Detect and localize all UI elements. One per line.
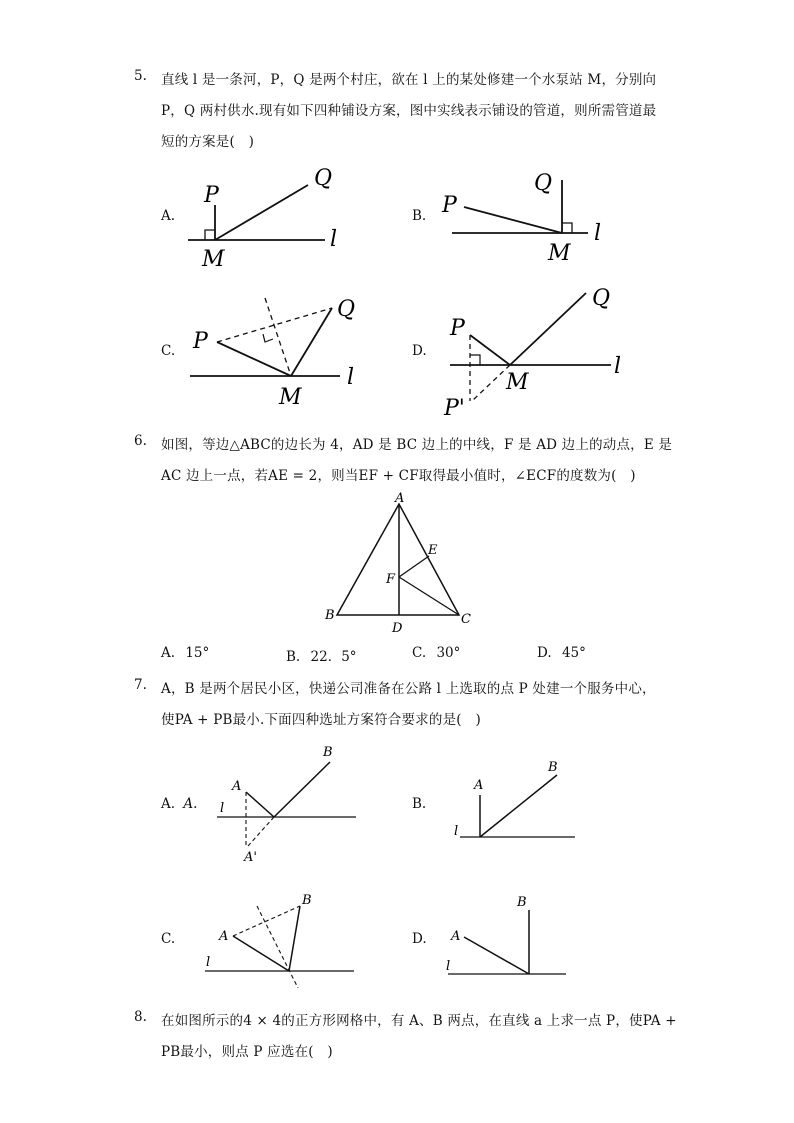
q5a-label-q: Q: [314, 166, 333, 191]
q6-label-e: E: [428, 543, 438, 558]
q7c-label-a: A: [219, 929, 229, 944]
q8-line1: 在如图所示的4 × 4的正方形网格中，有 A、B 两点，在直线 a 上求一点 P，使PA +: [161, 1013, 677, 1029]
q5-option-d-letter: D.: [412, 343, 427, 359]
q7b-label-a: A: [474, 778, 484, 793]
q6-label-a: A: [395, 491, 405, 506]
q6-choice-b[interactable]: [286, 645, 357, 665]
q6-label-d: D: [392, 621, 403, 636]
q7c-label-b: B: [302, 893, 312, 908]
q5b-label-q: Q: [534, 171, 553, 196]
q5-figure-c: [185, 290, 370, 415]
q7a-label-a: A: [232, 779, 242, 794]
q6-choice-c-letter: C.: [412, 645, 427, 661]
q7b-label-b: B: [548, 760, 558, 775]
q7-line2: 使PA + PB最小.下面四种选址方案符合要求的是( ): [161, 712, 481, 728]
q5a-label-p: P: [204, 183, 219, 208]
q7-line1: A，B 是两个居民小区，快递公司准备在公路 l 上选取的点 P 处建一个服务中心，: [161, 681, 656, 697]
q5d-label-p-prime: P': [444, 396, 465, 421]
q6-line1: 如图，等边△ABC的边长为 4，AD 是 BC 边上的中线，F 是 AD 边上的动点，E 是: [161, 437, 673, 453]
q5c-label-p: P: [193, 329, 208, 354]
q7d-label-a: A: [451, 929, 461, 944]
q5b-label-p: P: [442, 193, 457, 218]
q7-figure-c: [200, 890, 360, 995]
q7d-label-l: l: [446, 959, 451, 974]
q7c-label-l: l: [206, 955, 211, 970]
q7-option-a-extra: A.: [183, 796, 198, 812]
q7-figure-d: [440, 890, 580, 990]
q7-number: 7.: [134, 677, 147, 693]
q5b-label-m: M: [548, 241, 571, 266]
q7d-label-b: B: [517, 895, 527, 910]
q6-choice-a-text: 15°: [185, 645, 210, 661]
q7-option-b-letter: B.: [412, 796, 427, 812]
q7-figure-a: [212, 742, 372, 867]
q5-line3: 短的方案是( ): [161, 134, 255, 150]
q5-option-b-letter: B.: [412, 208, 427, 224]
q6-choice-c-text: 30°: [436, 645, 461, 661]
q5a-label-m: M: [202, 247, 225, 272]
q6-choice-b-text: 22．5°: [310, 649, 357, 665]
q6-label-b: B: [325, 608, 335, 623]
q5a-label-l: l: [330, 227, 338, 252]
q6-choice-a-letter: A.: [161, 645, 176, 661]
q6-choice-d-text: 45°: [561, 645, 586, 661]
q7-figure-b: [450, 755, 590, 845]
q6-label-c: C: [461, 612, 471, 627]
q6-triangle-figure: [320, 488, 480, 638]
q5-line1: 直线 l 是一条河，P，Q 是两个村庄，欲在 l 上的某处修建一个水泵站 M，分别向: [161, 72, 657, 88]
q7-option-c-letter: C.: [161, 931, 176, 947]
q6-choice-c[interactable]: [412, 645, 460, 661]
q6-choice-a[interactable]: [161, 645, 209, 661]
q5d-label-l: l: [614, 354, 622, 379]
q5-option-a-letter: A.: [161, 208, 176, 224]
q5-option-c-letter: C.: [161, 343, 176, 359]
q5-figure-b: [440, 160, 620, 275]
q6-choice-d-letter: D.: [537, 645, 552, 661]
q5d-label-m: M: [506, 370, 529, 395]
q6-label-f: F: [386, 572, 396, 587]
q5-line2: P，Q 两村供水.现有如下四种铺设方案，图中实线表示铺设的管道，则所需管道最: [161, 103, 657, 119]
q8-number: 8.: [134, 1009, 147, 1025]
q6-choice-d[interactable]: [537, 645, 586, 661]
q5-number: 5.: [134, 68, 147, 84]
q8-line2: PB最小，则点 P 应选在( ): [161, 1044, 333, 1060]
q6-number: 6.: [134, 433, 147, 449]
q7a-label-a-prime: A': [244, 850, 257, 865]
q6-choice-b-letter: B.: [286, 649, 301, 665]
q5-figure-a: [180, 160, 350, 275]
q5d-label-p: P: [450, 316, 465, 341]
q7-option-a-letter: [161, 796, 197, 812]
q5c-label-q: Q: [337, 297, 356, 322]
q5c-label-m: M: [279, 385, 302, 410]
q5d-label-q: Q: [592, 286, 611, 311]
q5c-label-l: l: [347, 365, 355, 390]
q5-figure-d: [436, 283, 636, 423]
q7a-label-b: B: [323, 745, 333, 760]
q6-line2: AC 边上一点，若AE = 2，则当EF + CF取得最小值时，∠ECF的度数为( ): [161, 468, 636, 484]
q7-option-d-letter: D.: [412, 931, 427, 947]
q7b-label-l: l: [454, 824, 459, 839]
q5b-label-l: l: [594, 221, 602, 246]
q7-option-a-letter-text: A.: [161, 796, 176, 812]
q7a-label-l: l: [220, 801, 225, 816]
